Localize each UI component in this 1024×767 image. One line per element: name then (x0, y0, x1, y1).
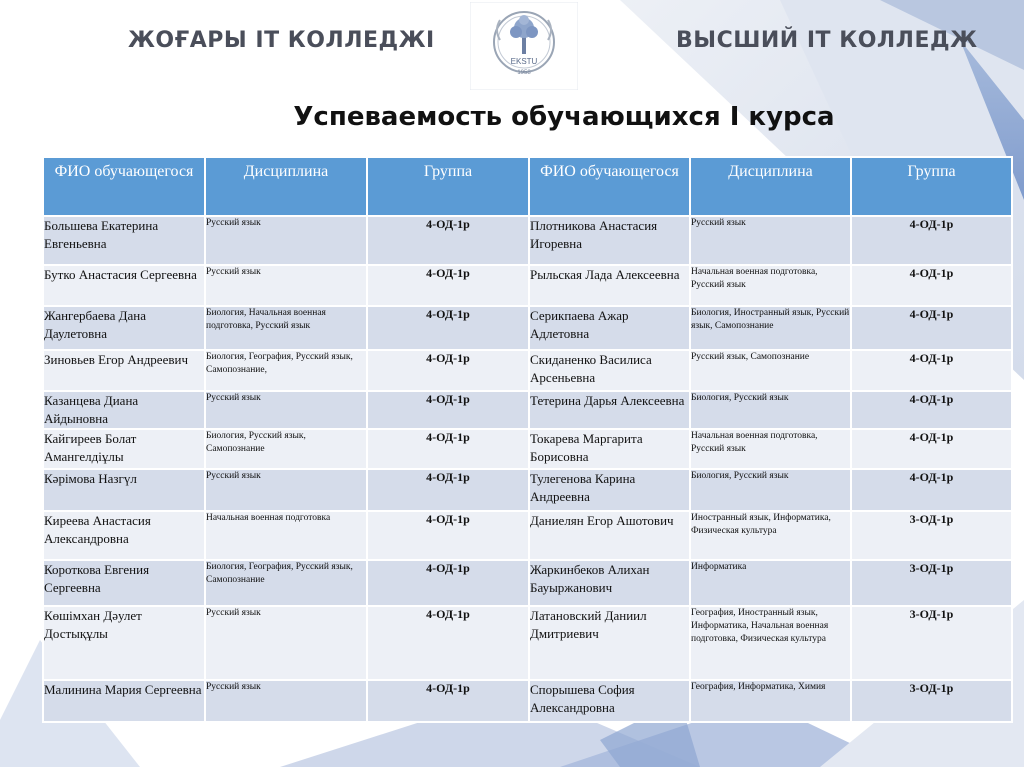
group-code: 4-ОД-1р (851, 265, 1012, 306)
student-name: Токарева Маргарита Борисовна (529, 429, 690, 469)
student-name: Рыльская Лада Алексеевна (529, 265, 690, 306)
discipline-list: Русский язык (205, 680, 367, 722)
table-row (43, 350, 1012, 391)
group-code: 4-ОД-1р (367, 511, 529, 560)
student-name: Латановский Даниил Дмитриевич (529, 606, 690, 680)
group-code: 3-ОД-1р (851, 606, 1012, 680)
discipline-list: Биология, География, Русский язык, Самопознание, (205, 350, 367, 391)
student-name: Казанцева Диана Айдыновна (43, 391, 205, 429)
logo-year: 1958 (517, 70, 531, 76)
group-code: 4-ОД-1р (367, 680, 529, 722)
student-name: Малинина Мария Сергеевна (43, 680, 205, 722)
student-name: Спорышева София Александровна (529, 680, 690, 722)
discipline-list: Биология, Иностранный язык, Русский язык, Самопознание (690, 306, 851, 350)
college-title-russian: ВЫСШИЙ IT КОЛЛЕДЖ (676, 28, 978, 53)
group-code: 4-ОД-1р (851, 350, 1012, 391)
group-code: 4-ОД-1р (367, 306, 529, 350)
discipline-list: Русский язык, Самопознание (690, 350, 851, 391)
group-code: 4-ОД-1р (851, 216, 1012, 265)
group-code: 4-ОД-1р (367, 265, 529, 306)
page-title: Успеваемость обучающихся I курса (293, 102, 835, 132)
group-code: 4-ОД-1р (367, 560, 529, 606)
discipline-list: Информатика (690, 560, 851, 606)
discipline-list: Биология, География, Русский язык, Самопознание (205, 560, 367, 606)
group-code: 3-ОД-1р (851, 680, 1012, 722)
table-row (43, 606, 1012, 680)
discipline-list: Начальная военная подготовка, Русский язык (690, 265, 851, 306)
group-code: 3-ОД-1р (851, 511, 1012, 560)
discipline-list: Начальная военная подготовка (205, 511, 367, 560)
group-code: 3-ОД-1р (851, 560, 1012, 606)
discipline-list: Биология, Начальная военная подготовка, Русский язык (205, 306, 367, 350)
group-code: 4-ОД-1р (367, 391, 529, 429)
header-student-name-right: ФИО обучающегося (529, 157, 690, 216)
table-row (43, 265, 1012, 306)
table-row (43, 511, 1012, 560)
header-discipline-right: Дисциплина (690, 157, 851, 216)
logo-text: EKSTU (510, 57, 538, 66)
student-name: Көшімхан Дәулет Достықұлы (43, 606, 205, 680)
table-row (43, 469, 1012, 511)
discipline-list: Русский язык (205, 606, 367, 680)
group-code: 4-ОД-1р (851, 306, 1012, 350)
student-name: Кайгиреев Болат Амангелдіұлы (43, 429, 205, 469)
table-row (43, 429, 1012, 469)
student-name: Тулегенова Карина Андреевна (529, 469, 690, 511)
grades-table (42, 156, 1013, 723)
table-row (43, 306, 1012, 350)
table-row (43, 560, 1012, 606)
discipline-list: География, Информатика, Химия (690, 680, 851, 722)
discipline-list: Биология, Русский язык (690, 469, 851, 511)
student-name: Кәрімова Назгүл (43, 469, 205, 511)
student-name: Плотникова Анастасия Игоревна (529, 216, 690, 265)
table-row (43, 680, 1012, 722)
student-name: Серикпаева Ажар Адлетовна (529, 306, 690, 350)
discipline-list: Биология, Русский язык, Самопознание (205, 429, 367, 469)
student-name: Даниелян Егор Ашотович (529, 511, 690, 560)
header-student-name-left: ФИО обучающегося (43, 157, 205, 216)
student-name: Киреева Анастасия Александровна (43, 511, 205, 560)
student-name: Зиновьев Егор Андреевич (43, 350, 205, 391)
student-name: Короткова Евгения Сергеевна (43, 560, 205, 606)
group-code: 4-ОД-1р (851, 391, 1012, 429)
group-code: 4-ОД-1р (367, 429, 529, 469)
group-code: 4-ОД-1р (851, 429, 1012, 469)
discipline-list: Русский язык (205, 265, 367, 306)
header-group-right: Группа (851, 157, 1012, 216)
table-row (43, 391, 1012, 429)
discipline-list: Русский язык (690, 216, 851, 265)
student-name: Скиданенко Василиса Арсеньевна (529, 350, 690, 391)
discipline-list: Русский язык (205, 216, 367, 265)
group-code: 4-ОД-1р (367, 469, 529, 511)
college-title-kazakh: ЖОҒАРЫ IT КОЛЛЕДЖІ (128, 28, 435, 53)
student-name: Большева Екатерина Евгеньевна (43, 216, 205, 265)
discipline-list: Начальная военная подготовка, Русский язык (690, 429, 851, 469)
student-name: Жаркинбеков Алихан Бауыржанович (529, 560, 690, 606)
student-name: Бутко Анастасия Сергеевна (43, 265, 205, 306)
group-code: 4-ОД-1р (367, 606, 529, 680)
discipline-list: Русский язык (205, 391, 367, 429)
table-header-row (43, 157, 1012, 216)
header-discipline-left: Дисциплина (205, 157, 367, 216)
table-row (43, 216, 1012, 265)
student-name: Тетерина Дарья Алексеевна (529, 391, 690, 429)
student-name: Жангербаева Дана Даулетовна (43, 306, 205, 350)
group-code: 4-ОД-1р (851, 469, 1012, 511)
discipline-list: Русский язык (205, 469, 367, 511)
group-code: 4-ОД-1р (367, 216, 529, 265)
header-group-left: Группа (367, 157, 529, 216)
group-code: 4-ОД-1р (367, 350, 529, 391)
discipline-list: Иностранный язык, Информатика, Физическая культура (690, 511, 851, 560)
college-logo (470, 2, 578, 90)
discipline-list: Биология, Русский язык (690, 391, 851, 429)
discipline-list: География, Иностранный язык, Информатика, Начальная военная подготовка, Физическая культура (690, 606, 851, 680)
